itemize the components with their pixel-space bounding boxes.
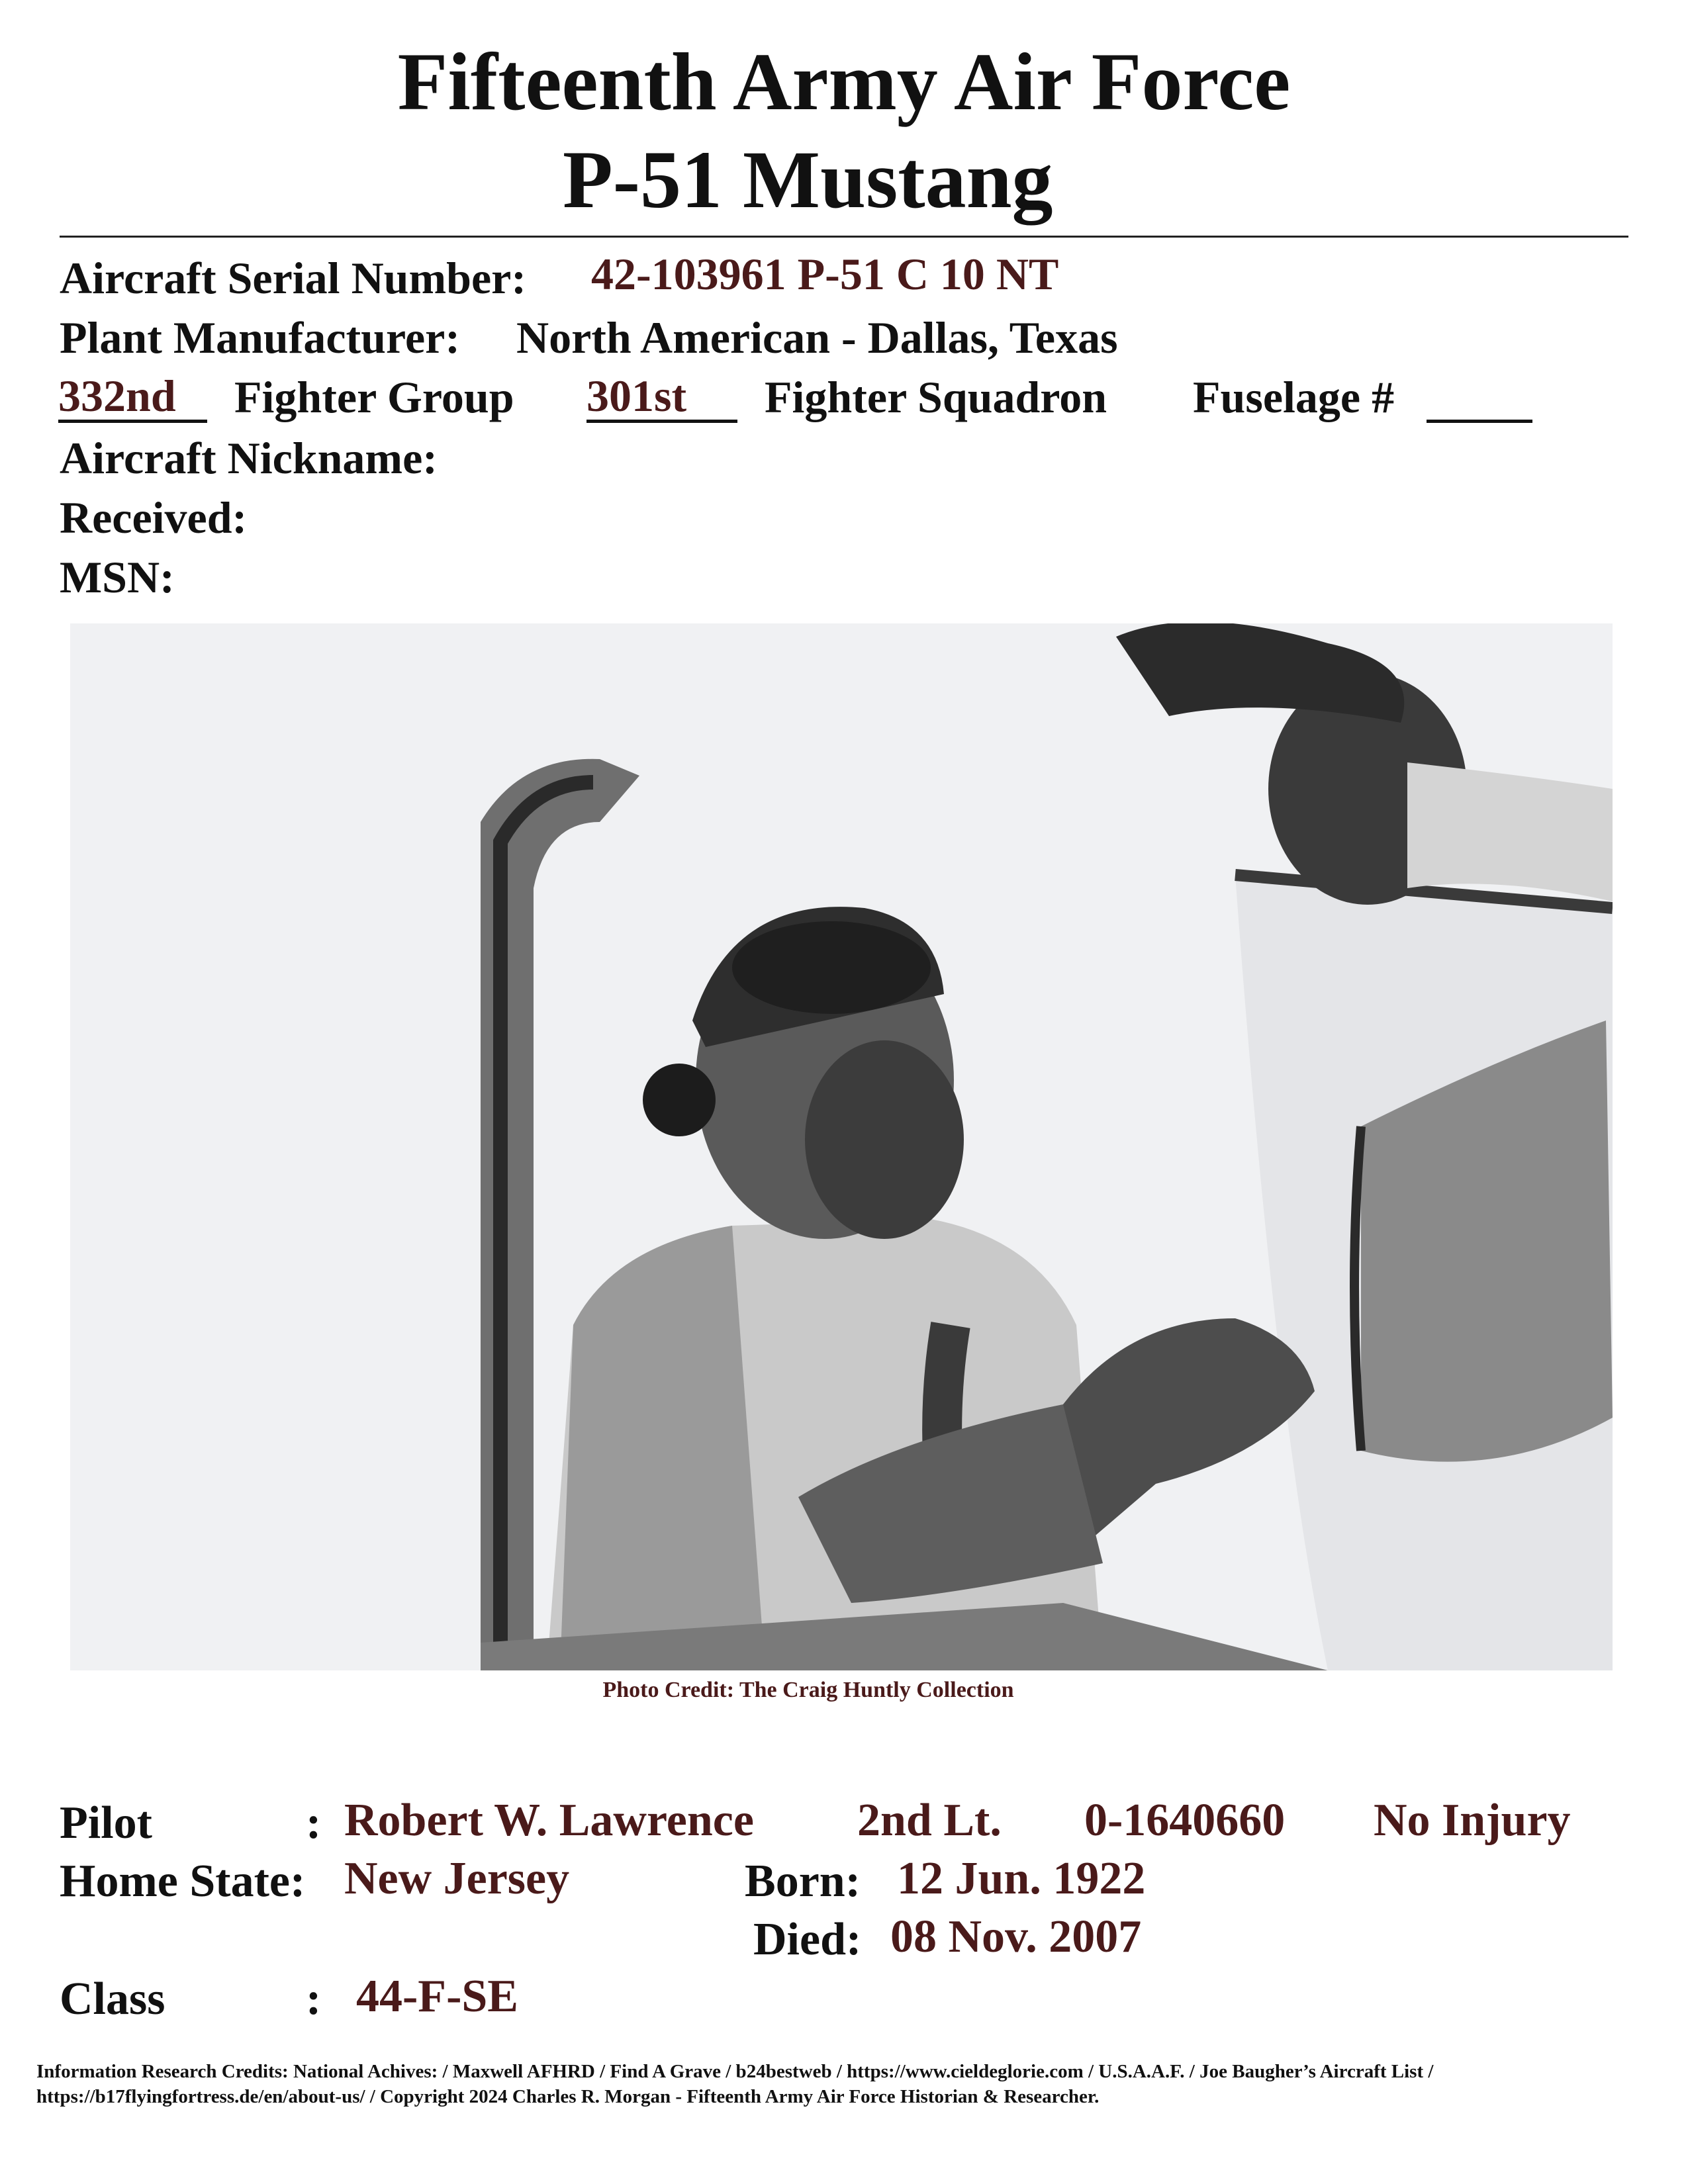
fighter-group-label: Fighter Group [234,372,514,422]
received-label: Received: [60,492,248,543]
serial-number-value: 42-103961 P-51 C 10 NT [591,249,1059,299]
page-title: Fifteenth Army Air Force [397,36,1291,127]
msn-label: MSN: [60,552,175,602]
class-value: 44-F-SE [356,1971,518,2022]
born-label: Born: [745,1856,861,1907]
footer-credits-line2: https://b17flyingfortress.de/en/about-us/ / Copyright 2024 Charles R. Morgan - Fifteenth Army Air Force Historian & Researcher. [36,2086,1100,2107]
pilot-colon: : [306,1797,322,1848]
died-value: 08 Nov. 2007 [890,1911,1142,1962]
died-label: Died: [753,1914,862,1965]
fighter-squadron-label: Fighter Squadron [765,372,1107,422]
serial-number-label: Aircraft Serial Number: [60,253,526,303]
class-label: Class [60,1974,165,2025]
pilot-photo [70,623,1613,1670]
manufacturer-value: North American - Dallas, Texas [516,312,1118,363]
fighter-group-value: 332nd [58,373,207,423]
pilot-photo-image [70,623,1613,1670]
pilot-rank: 2nd Lt. [857,1795,1002,1846]
footer-credits-line1: Information Research Credits: National Achives: / Maxwell AFHRD / Find A Grave / b24bestweb / https://www.cieldeglorie.com / U.S.A.A.F. / Joe Baugher’s Aircraft List / [36,2061,1434,2082]
fuselage-blank [1427,381,1532,423]
title-divider [60,236,1628,238]
pilot-status: No Injury [1374,1795,1571,1846]
pilot-name: Robert W. Lawrence [344,1795,754,1846]
born-value: 12 Jun. 1922 [897,1853,1146,1904]
manufacturer-label: Plant Manufacturer: [60,312,460,363]
home-state-label: Home State: [60,1856,306,1907]
class-colon: : [306,1974,322,2025]
fighter-squadron-value: 301st [586,373,737,423]
pilot-label: Pilot [60,1797,152,1848]
nickname-label: Aircraft Nickname: [60,433,438,483]
photo-credit: Photo Credit: The Craig Huntly Collection [602,1678,1014,1702]
pilot-serial: 0-1640660 [1084,1795,1286,1846]
home-state-value: New Jersey [344,1853,570,1904]
page-subtitle: P-51 Mustang [563,134,1053,225]
fuselage-label: Fuselage # [1193,372,1395,422]
